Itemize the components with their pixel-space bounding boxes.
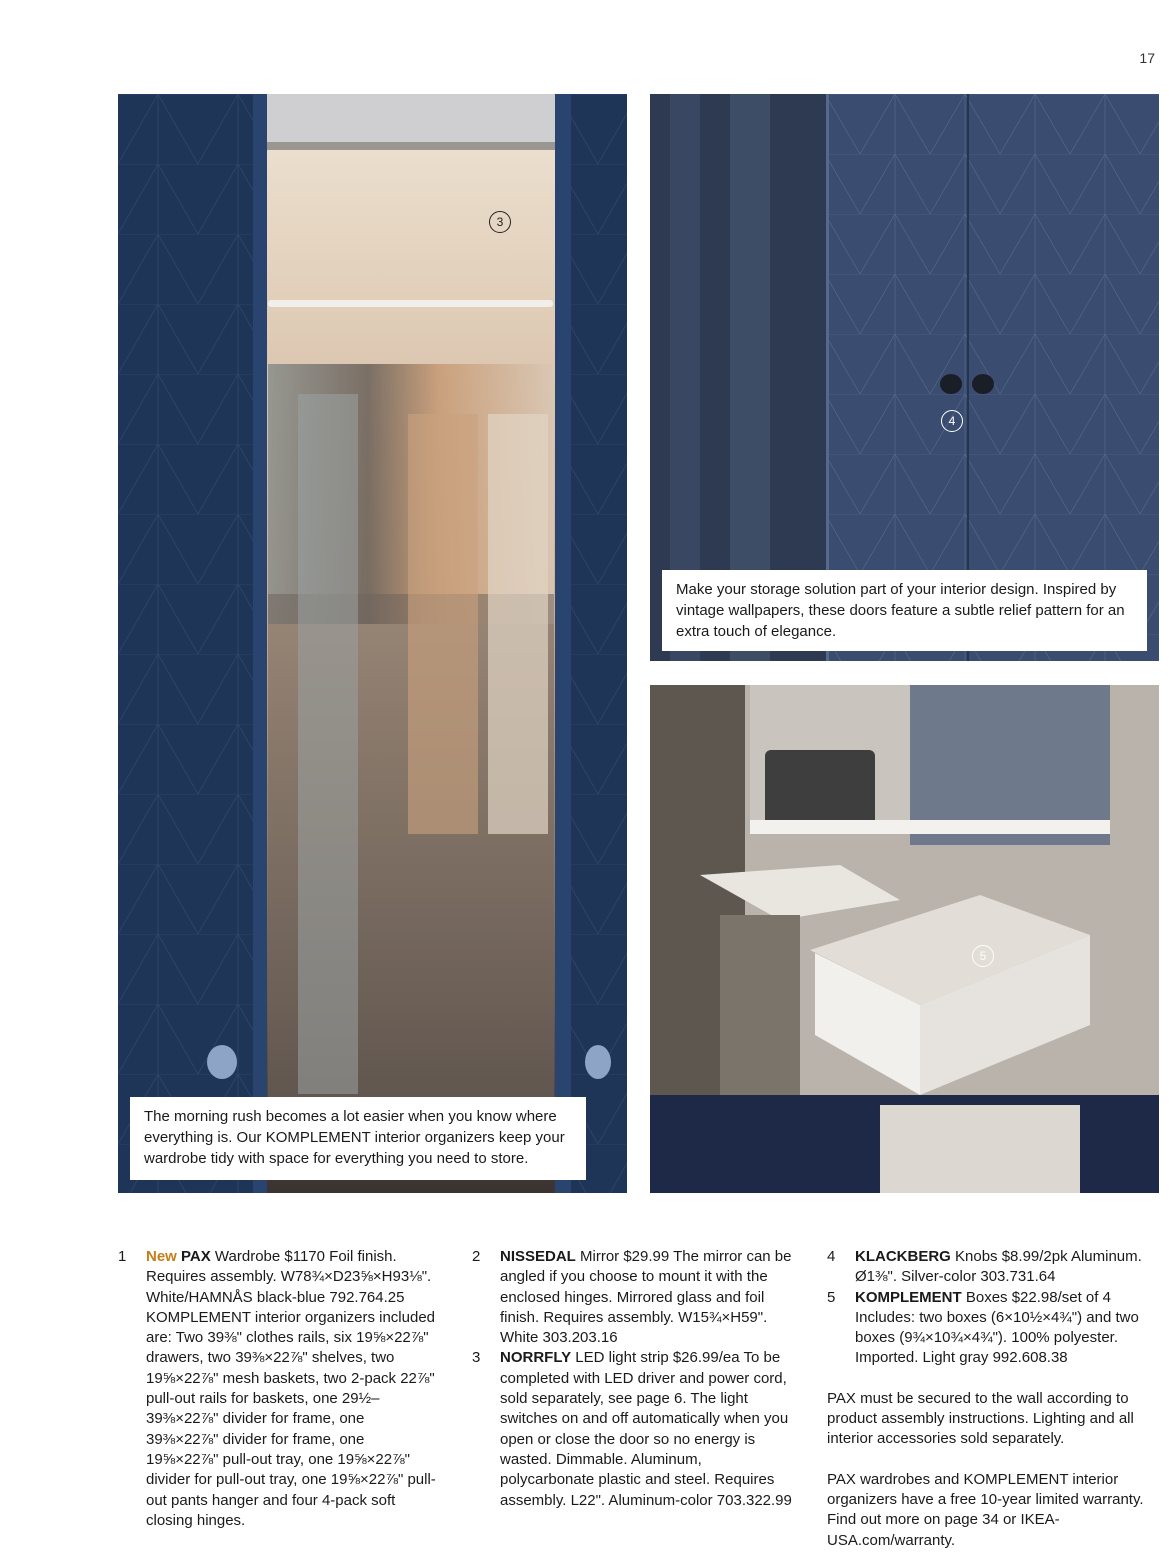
top-right-photo-caption: Make your storage solution part of your interior design. Inspired by vintage wallpapers, these doors feature a subtle relief pattern for an extra touch of elegance. [662, 570, 1147, 651]
product-item-1 [118, 1247, 438, 1531]
product-name: KLACKBERG [855, 1248, 951, 1265]
product-column-3 [827, 1247, 1147, 1551]
product-number: 2 [472, 1248, 481, 1265]
drawer-organizer-photo [650, 685, 1159, 1193]
product-number: 4 [827, 1248, 836, 1265]
drawer-organizer-image [650, 685, 1159, 1193]
warranty-note: PAX wardrobes and KOMPLEMENT interior organizers have a free 10-year limited warranty. Find out more on page 34 or IKEA-USA.com/warranty. [827, 1470, 1144, 1549]
product-description: Mirror $29.99 The mirror can be angled if you choose to mount it with the enclosed hinges. Mirrored glass and foil finish. Requires assembly. W15¾×H59". White 303.203.16 [500, 1248, 792, 1347]
product-description: Knobs $8.99/2pk Aluminum. Ø1⅜". Silver-color 303.731.64 [855, 1248, 1142, 1286]
product-name: NISSEDAL [500, 1248, 576, 1265]
product-item-2 [472, 1247, 792, 1348]
wardrobe-interior-image [118, 94, 627, 1193]
product-item-4 [827, 1247, 1147, 1288]
product-number: 3 [472, 1349, 481, 1367]
product-name: KOMPLEMENT [855, 1288, 962, 1306]
product-column-1 [118, 1247, 438, 1531]
left-photo-caption: The morning rush becomes a lot easier when you know where everything is. Our KOMPLEMENT interior organizers keep your wardrobe tidy with space for everything you need to store. [130, 1097, 586, 1180]
product-name: NORRFLY [500, 1349, 572, 1367]
item-marker-3: 3 [489, 211, 511, 233]
product-description: Wardrobe $1170 Foil finish. Requires assembly. W78¾×D23⅝×H93⅛". White/HAMNÅS black-blue 792.764.25 KOMPLEMENT interior organizers included are: Two 39⅜" clothes rails, six 19⅝×22⅞" drawers, two 39⅜×22⅞" shelves, two 19⅝×22⅞" mesh baskets, two 2-pack 22⅞" pull-out rails for baskets, one 29½–39⅜×22⅞" divider for frame, one 39⅜×22⅞" divider for frame, one 19⅝×22⅞" pull-out tray, one 19⅝×22⅞" divider for pull-out tray, one 19⅝×22⅞" pull-out pants hanger and four 4-pack soft closing hinges. [146, 1248, 436, 1529]
product-item-3 [472, 1348, 792, 1510]
product-number: 1 [118, 1248, 127, 1265]
new-badge: New [146, 1248, 177, 1265]
product-item-5 [827, 1288, 1147, 1369]
product-description: Boxes $22.98/set of 4 Includes: two boxes (6×10½×4¾") and two boxes (9¾×10¾×4¾"). 100% polyester. Imported. Light gray 992.608.38 [855, 1288, 1139, 1367]
product-number: 5 [827, 1288, 836, 1306]
item-marker-5: 5 [972, 945, 994, 967]
page-number: 17 [1139, 50, 1155, 66]
product-name: PAX [181, 1248, 211, 1265]
wardrobe-interior-photo [118, 94, 627, 1193]
product-column-2 [472, 1247, 792, 1511]
assembly-note: PAX must be secured to the wall according to product assembly instructions. Lighting and all interior accessories sold separately. [827, 1389, 1134, 1448]
item-marker-4: 4 [941, 410, 963, 432]
product-description: LED light strip $26.99/ea To be completed with LED driver and power cord, sold separately, see page 6. The light switches on and off automatically when you open or close the door so no energy is wasted. Dimmable. Aluminum, polycarbonate plastic and steel. Requires assembly. L22". Aluminum-color 703.322.99 [500, 1349, 792, 1509]
